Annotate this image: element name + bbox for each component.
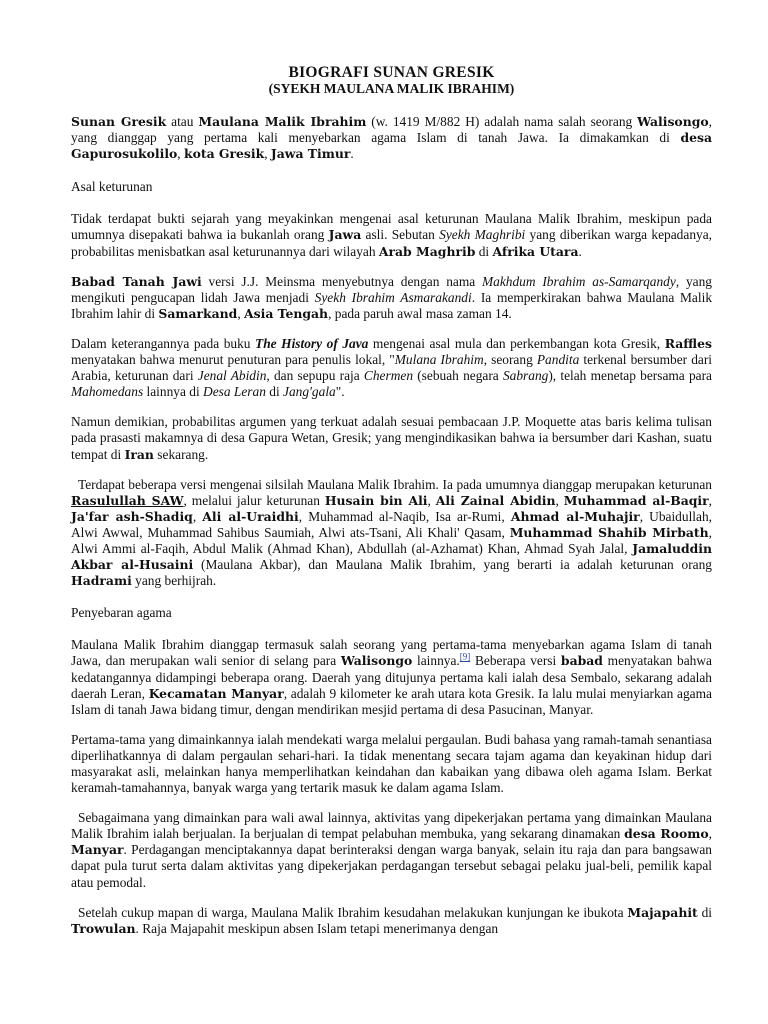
section-heading-penyebaran: Penyebaran agama (71, 605, 172, 621)
asal-paragraph-2: Babad Tanah Jawi versi J.J. Meinsma menyebutnya dengan nama Makhdum Ibrahim as-Samarqandy, yang mengikuti pengucapan lidah Jawa menjadi Syekh Ibrahim Asmarakandi. Ia memperkirakan bahwa Maulana Malik Ibrahim lahir di Samarkand, Asia Tengah, pada paruh awal masa zaman 14. (71, 273, 713, 321)
asal-paragraph-1: Tidak terdapat bukti sejarah yang meyakinkan mengenai asal keturunan Maulana Malik Ibrahim, meskipun pada umumnya disepakati bahwa ia bukanlah orang Jawa asli. Sebutan Syekh Maghribi yang diberikan warga kepadanya, probabilitas menisbatkan asal keturunannya dari wilayah Arab Maghrib di Afrika Utara. (71, 211, 712, 259)
intro-term-jatim: Jawa Timur (270, 146, 351, 162)
intro-term-desa: desa Gapurosukolilo (71, 130, 712, 162)
section-heading-asal: Asal keturunan (71, 179, 153, 195)
asal-paragraph-4: Namun demikian, probabilitas argumen yang terkuat adalah sesuai pembacaan J.P. Moquette atas baris kelima tulisan pada prasasti makamnya di desa Gapura Wetan, Gresik; yang mengindikasikan bahwa ia bersumber dari Kashan, suatu tempat di Iran sekarang. (71, 414, 712, 462)
penyebaran-paragraph-1: Maulana Malik Ibrahim dianggap termasuk salah seorang yang pertama-tama menyebarkan agama Islam di tanah Jawa, dan merupakan wali senior di selang para Walisongo lainnya.[9] Beberapa versi babad menyatakan bahwa kedatangannya didampingi beberapa orang. Daerah yang ditujunya pertama kali ialah desa Sembalo, sekarang adalah daerah Leran, Kecamatan Manyar, adalah 9 kilometer ke arah utara kota Gresik. Ia lalu mulai menyiarkan agama Islam di tanah Jawa bidang timur, dengan mendirikan mesjid pertama di desa Pasucinan, Manyar. (71, 637, 712, 717)
intro-term-maulana: Maulana Malik Ibrahim (198, 114, 367, 129)
intro-term-kota: kota Gresik (184, 146, 265, 162)
penyebaran-paragraph-3: Sebagaimana yang dimainkan para wali awal lainnya, aktivitas yang dipekerjakan pertama yang dimainkan Maulana Malik Ibrahim ialah berjualan. Ia berjualan di tempat pelabuhan membuka, yang sekarang dinamakan desa Roomo, Manyar. Perdagangan menciptakannya dapat berinteraksi dengan warga banyak, selain itu raja dan para bangsawan dapat pula turut serta dalam aktivitas yang dipekerjakan perdagangan tersebut sebagai pelaku jual-beli, pemilik kapal atau pemodal. (71, 810, 712, 890)
intro-paragraph: Sunan Gresik atau Maulana Malik Ibrahim (w. 1419 M/882 H) adalah nama salah seorang Walisongo, yang dianggap yang pertama kali menyebarkan agama Islam di tanah Jawa. Ia dimakamkan di desa Gapurosukolilo, kota Gresik, Jawa Timur. (71, 114, 712, 162)
asal-paragraph-3: Dalam keterangannya pada buku The History of Java mengenai asal mula dan perkembangan kota Gresik, Raffles menyatakan bahwa menurut penuturan para penulis lokal, "Mulana Ibrahim, seorang Pandita terkenal bersumber dari Arabia, keturunan dari Jenal Abidin, dan sepupu raja Chermen (sebuah negara Sabrang), telah menetap bersama para Mahomedans lainnya di Desa Leran di Jang'gala". (71, 335, 713, 400)
footnote-link[interactable]: [9] (459, 651, 471, 662)
intro-term-sunan-gresik: Sunan Gresik (71, 114, 167, 129)
document-title: BIOGRAFI SUNAN GRESIK (288, 64, 495, 81)
penyebaran-paragraph-4: Setelah cukup mapan di warga, Maulana Malik Ibrahim kesudahan melakukan kunjungan ke ibukota Majapahit di Trowulan. Raja Majapahit meskipun absen Islam tetapi menerimanya dengan (71, 904, 713, 936)
asal-paragraph-5: Terdapat beberapa versi mengenai silsilah Maulana Malik Ibrahim. Ia pada umumnya dianggap merupakan keturunan Rasulullah SAW, melalui jalur keturunan Husain bin Ali, Ali Zainal Abidin, Muhammad al-Baqir, Ja'far ash-Shadiq, Ali al-Uraidhi, Muhammad al-Naqib, Isa ar-Rumi, Ahmad al-Muhajir, Ubaidullah, Alwi Awwal, Muhammad Sahibus Saumiah, Alwi ats-Tsani, Ali Khali' Qasam, Muhammad Shahib Mirbath, Alwi Ammi al-Faqih, Abdul Malik (Ahmad Khan), Abdullah (al-Azhamat) Khan, Ahmad Syah Jalal, Jamaluddin Akbar al-Husaini (Maulana Akbar), dan Maulana Malik Ibrahim, yang berarti ia adalah keturunan orang Hadrami yang berhijrah. (71, 476, 713, 589)
penyebaran-paragraph-2: Pertama-tama yang dimainkannya ialah mendekati warga melalui pergaulan. Budi bahasa yang ramah-tamah senantiasa diperlihatkannya di dalam pergaulan sehari-hari. Ia tidak menentang secara tajam agama dan keyakinan hidup dari masyarakat asli, melainkan hanya memperlihatkan keindahan dan kabaikan yang dibawa oleh agama Islam. Berkat keramah-tamahannya, banyak warga yang tertarik masuk ke dalam agama Islam. (71, 731, 712, 796)
intro-term-walisongo: Walisongo (637, 114, 709, 129)
document-subtitle: (SYEKH MAULANA MALIK IBRAHIM) (268, 81, 515, 96)
